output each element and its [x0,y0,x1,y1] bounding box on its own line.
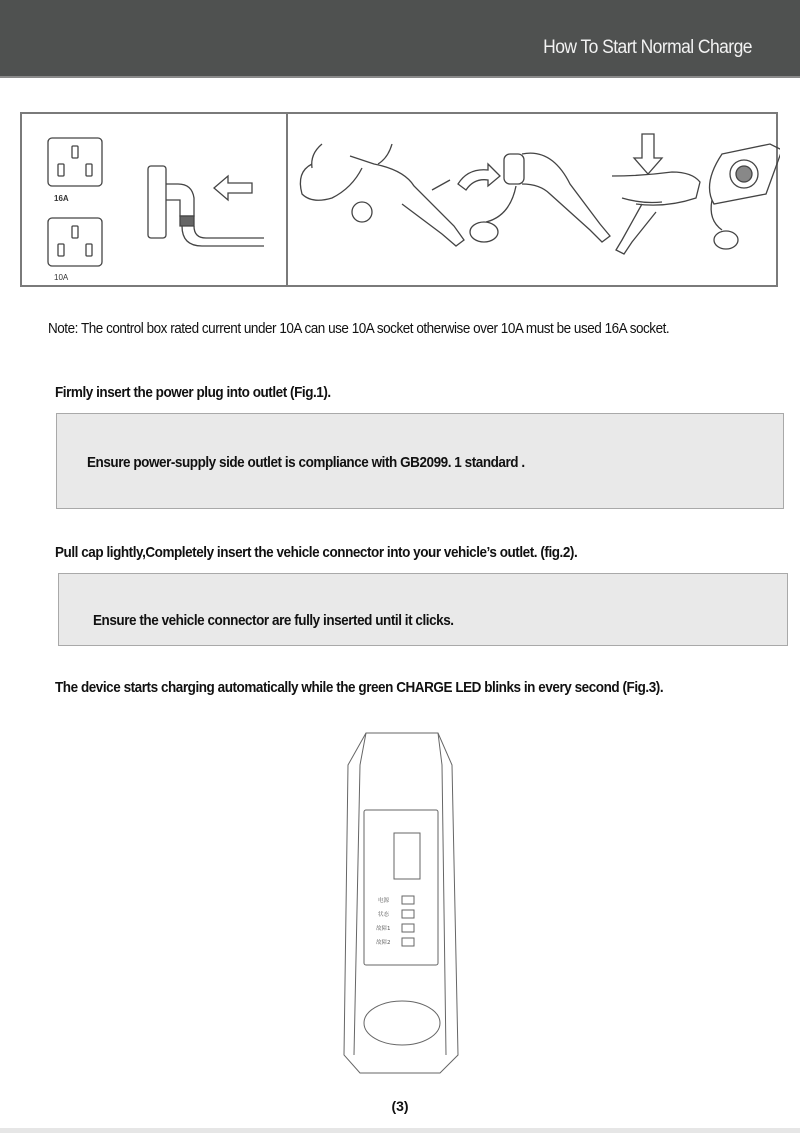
led-label-fault2: 故障2 [376,940,391,946]
socket-10a-label: 10A [54,273,69,282]
step-3-instruction: The device starts charging automatically while the green CHARGE LED blinks in every second (Fig.3). [55,679,664,696]
led-fault1 [402,924,414,932]
socket-16a-icon [48,138,102,186]
page-bottom-rule [0,1128,800,1133]
step-2-callout-text: Ensure the vehicle connector are fully inserted until it clicks. [93,612,454,629]
step-2-instruction: Pull cap lightly,Completely insert the vehicle connector into your vehicle’s outlet. (fig.2). [55,544,578,561]
step-1-callout [56,413,784,509]
device-holster-opening [364,1001,440,1045]
led-fault2 [402,938,414,946]
arrow-left-icon [214,176,252,200]
step-2-callout [58,573,788,646]
note-text: Note: The control box rated current under 10A can use 10A socket otherwise over 10A must be used 16A socket. [48,321,670,337]
step-1-instruction: Firmly insert the power plug into outlet (Fig.1). [55,384,331,401]
step-1-callout-text: Ensure power-supply side outlet is compliance with GB2099. 1 standard . [87,454,525,471]
led-label-fault1: 故障1 [376,926,391,932]
plug-icon [148,166,264,246]
led-indicators [376,896,414,946]
page-title: How To Start Normal Charge [543,37,752,58]
device-display [394,833,420,879]
charging-device-illustration [330,725,500,1085]
device-body-outline [344,733,458,1073]
led-power [402,896,414,904]
hands-remove-cap-icon [300,144,464,246]
figure-strip [20,112,778,287]
led-label-power: 电源 [378,898,390,904]
page-number: (3) [391,1098,409,1114]
curved-arrow-icon [458,164,500,190]
arrow-down-icon [634,134,662,174]
socket-10a-icon [48,218,102,266]
led-status [402,910,414,918]
vehicle-outlet-icon [612,144,780,254]
page-header [0,0,800,78]
socket-16a-label: 16A [54,194,69,203]
led-label-status: 状态 [378,912,390,918]
